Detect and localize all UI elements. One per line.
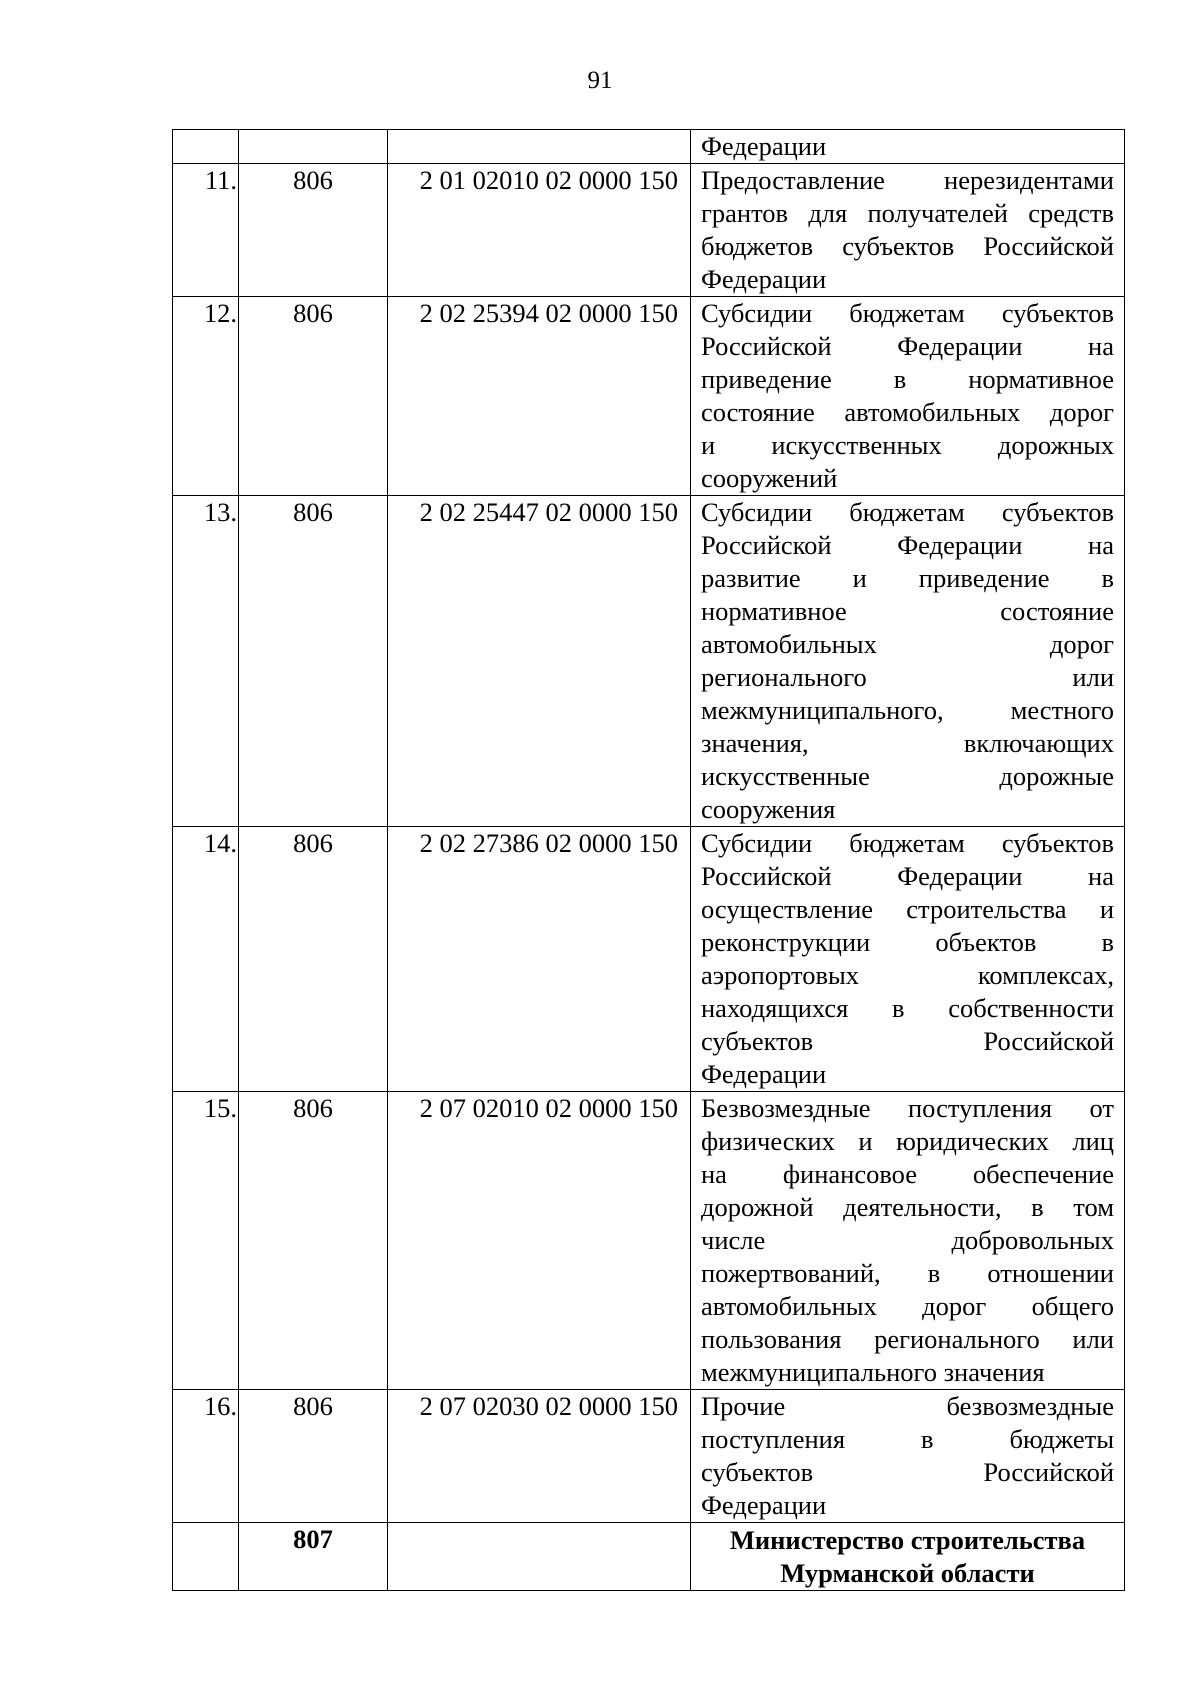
revenue-name-line: Субсидии бюджетам субъектов xyxy=(701,828,1114,858)
revenue-name-line: Субсидии бюджетам субъектов xyxy=(701,298,1114,328)
revenue-name-cell xyxy=(691,130,1125,164)
revenue-name-line: Федерации xyxy=(701,264,827,294)
table-row xyxy=(173,1390,1125,1523)
budget-code-cell: 2 02 25447 02 0000 150 xyxy=(388,496,691,827)
revenue-name-line: Федерации xyxy=(701,1059,827,1089)
revenue-name-line: приведение в нормативное xyxy=(701,364,1114,394)
revenue-name-line: Российской Федерации на xyxy=(701,530,1114,560)
revenue-name-line: Субсидии бюджетам субъектов xyxy=(701,497,1114,527)
revenue-name-line: субъектов Российской xyxy=(701,1026,1114,1056)
budget-code-cell: 2 02 27386 02 0000 150 xyxy=(388,827,691,1092)
budget-code-cell: 2 07 02010 02 0000 150 xyxy=(388,1092,691,1390)
revenue-name-line: межмуниципального, местного xyxy=(701,695,1114,725)
table-row xyxy=(173,130,1125,164)
revenue-name-cell xyxy=(691,1092,1125,1390)
revenue-name-line: на финансовое обеспечение xyxy=(701,1159,1114,1189)
admin-code-cell: 807 xyxy=(239,1523,388,1591)
revenue-name-line: Федерации xyxy=(701,131,827,161)
budget-code-cell: 2 01 02010 02 0000 150 xyxy=(388,164,691,297)
revenue-name-line: пожертвований, в отношении xyxy=(701,1258,1114,1288)
revenue-name-line: Министерство строительства xyxy=(729,1525,1086,1555)
budget-code-cell: 2 07 02030 02 0000 150 xyxy=(388,1390,691,1523)
row-number-cell xyxy=(173,130,239,164)
revenue-name-cell xyxy=(691,496,1125,827)
table-row xyxy=(173,496,1125,827)
revenue-name-cell xyxy=(691,297,1125,496)
revenue-name-line: пользования регионального или xyxy=(701,1324,1114,1354)
revenue-name-cell xyxy=(691,1523,1125,1591)
revenue-name-line: грантов для получателей средств xyxy=(701,198,1114,228)
row-number-cell: 12. xyxy=(173,297,239,496)
row-number-cell: 14. xyxy=(173,827,239,1092)
admin-code-cell: 806 xyxy=(239,297,388,496)
revenue-name-line: состояние автомобильных дорог xyxy=(701,397,1114,427)
revenue-name-line: бюджетов субъектов Российской xyxy=(701,231,1114,261)
row-number-cell: 13. xyxy=(173,496,239,827)
revenue-name-line: Российской Федерации на xyxy=(701,861,1114,891)
table-row xyxy=(173,827,1125,1092)
admin-code-cell: 806 xyxy=(239,1390,388,1523)
budget-code-cell: 2 02 25394 02 0000 150 xyxy=(388,297,691,496)
revenue-name-line: числе добровольных xyxy=(701,1225,1114,1255)
admin-code-cell: 806 xyxy=(239,164,388,297)
revenue-name-cell xyxy=(691,164,1125,297)
table-row xyxy=(173,297,1125,496)
revenue-name-line: находящихся в собственности xyxy=(701,993,1114,1023)
revenue-name-line: нормативное состояние xyxy=(701,596,1114,626)
revenue-name-line: сооружений xyxy=(701,463,838,493)
revenue-name-line: реконструкции объектов в xyxy=(701,927,1114,957)
revenue-name-line: сооружения xyxy=(701,794,836,824)
revenue-name-line: регионального или xyxy=(701,662,1114,692)
table-row-section-header xyxy=(173,1523,1125,1591)
revenue-name-line: искусственные дорожные xyxy=(701,761,1114,791)
revenue-name-cell xyxy=(691,827,1125,1092)
admin-code-cell xyxy=(239,130,388,164)
revenue-name-line: и искусственных дорожных xyxy=(701,430,1114,460)
revenue-name-line: Прочие безвозмездные xyxy=(701,1391,1114,1421)
revenue-name-line: автомобильных дорог общего xyxy=(701,1291,1114,1321)
budget-code-cell xyxy=(388,1523,691,1591)
revenue-name-line: значения, включающих xyxy=(701,728,1114,758)
revenue-name-line: физических и юридических лиц xyxy=(701,1126,1114,1156)
revenue-name-line: Российской Федерации на xyxy=(701,331,1114,361)
revenue-name-line: автомобильных дорог xyxy=(701,629,1114,659)
row-number-cell: 15. xyxy=(173,1092,239,1390)
revenue-name-line: Федерации xyxy=(701,1490,827,1520)
revenue-name-line: межмуниципального значения xyxy=(701,1357,1045,1387)
revenue-name-line: Безвозмездные поступления от xyxy=(701,1093,1114,1123)
table-row xyxy=(173,164,1125,297)
revenue-name-line: аэропортовых комплексах, xyxy=(701,960,1114,990)
page-number: 91 xyxy=(587,67,613,94)
revenue-name-line: Предоставление нерезидентами xyxy=(701,165,1114,195)
table-row xyxy=(173,1092,1125,1390)
table-body xyxy=(173,130,1125,1591)
admin-code-cell: 806 xyxy=(239,1092,388,1390)
revenue-name-line: Мурманской области xyxy=(780,1558,1035,1588)
row-number-cell: 11. xyxy=(173,164,239,297)
revenue-name-line: дорожной деятельности, в том xyxy=(701,1192,1114,1222)
revenue-name-line: поступления в бюджеты xyxy=(701,1424,1114,1454)
row-number-cell xyxy=(173,1523,239,1591)
revenue-name-line: субъектов Российской xyxy=(701,1457,1114,1487)
revenue-name-cell xyxy=(691,1390,1125,1523)
budget-revenue-table xyxy=(172,129,1125,1591)
admin-code-cell: 806 xyxy=(239,827,388,1092)
revenue-name-line: осуществление строительства и xyxy=(701,894,1114,924)
budget-code-cell xyxy=(388,130,691,164)
admin-code-cell: 806 xyxy=(239,496,388,827)
row-number-cell: 16. xyxy=(173,1390,239,1523)
revenue-name-line: развитие и приведение в xyxy=(701,563,1114,593)
